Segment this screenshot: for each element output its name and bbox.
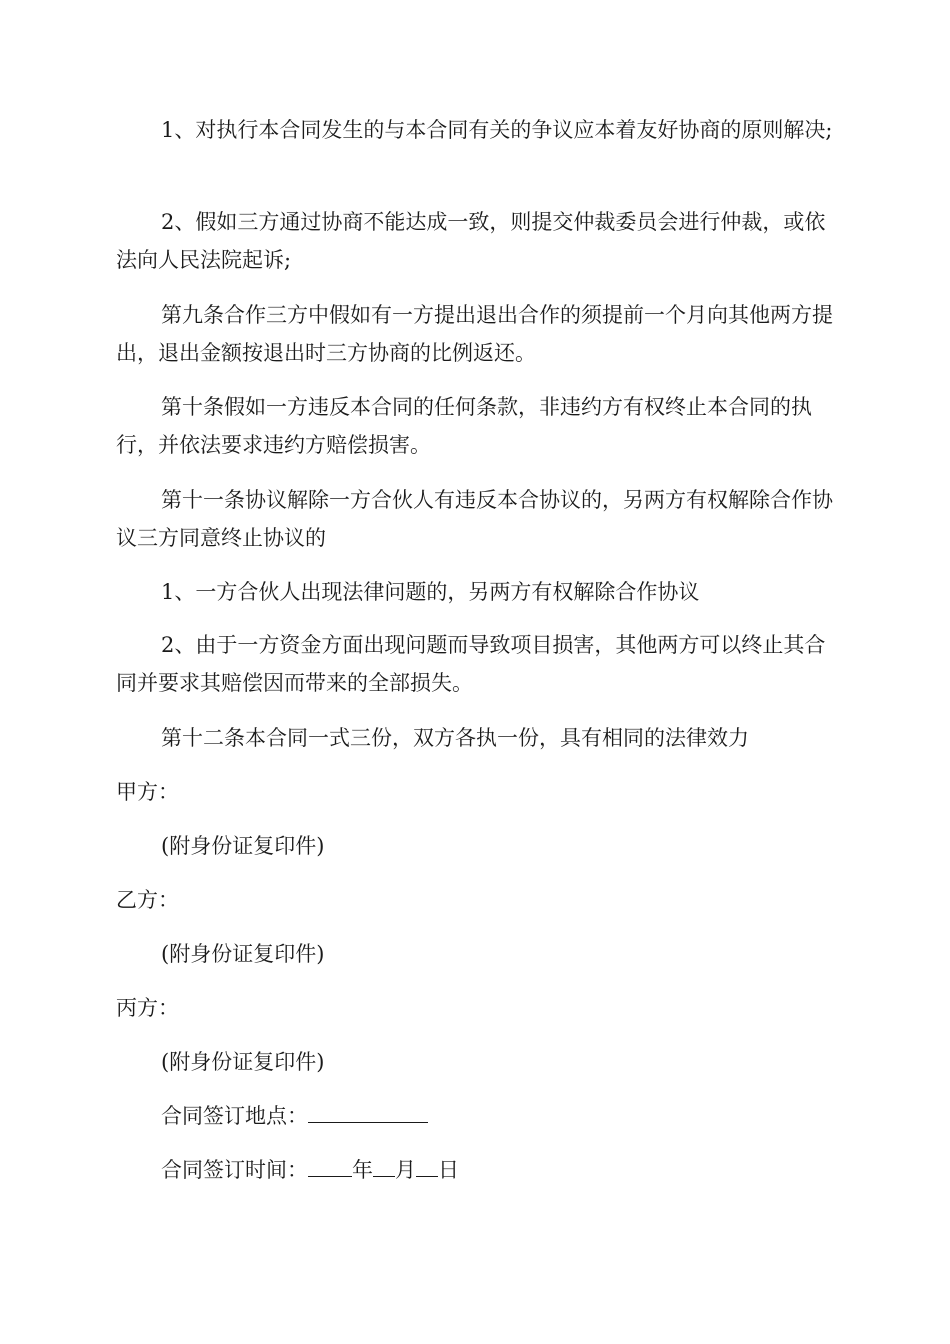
sign-time-label: 合同签订时间： xyxy=(161,1158,308,1182)
sign-month-blank xyxy=(373,1154,395,1177)
clause-article-12: 第十二条本合同一式三份，双方各执一份，具有相同的法律效力 xyxy=(161,726,749,750)
month-label: 月 xyxy=(395,1158,416,1182)
sign-day-blank xyxy=(416,1154,438,1177)
party-b-id-note: (附身份证复印件) xyxy=(161,942,325,966)
sign-year-blank xyxy=(308,1154,352,1177)
sign-time-line xyxy=(161,1151,841,1189)
sign-place-line xyxy=(161,1097,841,1135)
sign-place-label: 合同签订地点： xyxy=(161,1104,308,1128)
party-c-id-note: (附身份证复印件) xyxy=(161,1050,325,1074)
clause-article-11: 第十一条协议解除一方合伙人有违反本合协议的，另两方有权解除合作协议三方同意终止协议的 xyxy=(116,488,833,550)
day-label: 日 xyxy=(438,1158,459,1182)
sign-place-blank xyxy=(308,1100,428,1123)
clause-article-11-item-1: 1、一方合伙人出现法律问题的，另两方有权解除合作协议 xyxy=(161,580,700,604)
clause-dispute-1: 1、对执行本合同发生的与本合同有关的争议应本着友好协商的原则解决; xyxy=(161,118,833,142)
party-a-id-note: (附身份证复印件) xyxy=(161,834,325,858)
party-a-label: 甲方： xyxy=(116,780,179,804)
clause-article-11-item-2: 2、由于一方资金方面出现问题而导致项目损害，其他两方可以终止其合同并要求其赔偿因而带来的全部损失。 xyxy=(116,633,826,695)
party-b-label: 乙方： xyxy=(116,888,179,912)
clause-article-9: 第九条合作三方中假如有一方提出退出合作的须提前一个月向其他两方提出，退出金额按退出时三方协商的比例返还。 xyxy=(116,303,833,365)
year-label: 年 xyxy=(352,1158,373,1182)
clause-dispute-2: 2、假如三方通过协商不能达成一致，则提交仲裁委员会进行仲裁，或依法向人民法院起诉; xyxy=(116,210,826,272)
party-c-label: 丙方： xyxy=(116,996,179,1020)
clause-article-10: 第十条假如一方违反本合同的任何条款，非违约方有权终止本合同的执行，并依法要求违约方赔偿损害。 xyxy=(116,395,812,457)
